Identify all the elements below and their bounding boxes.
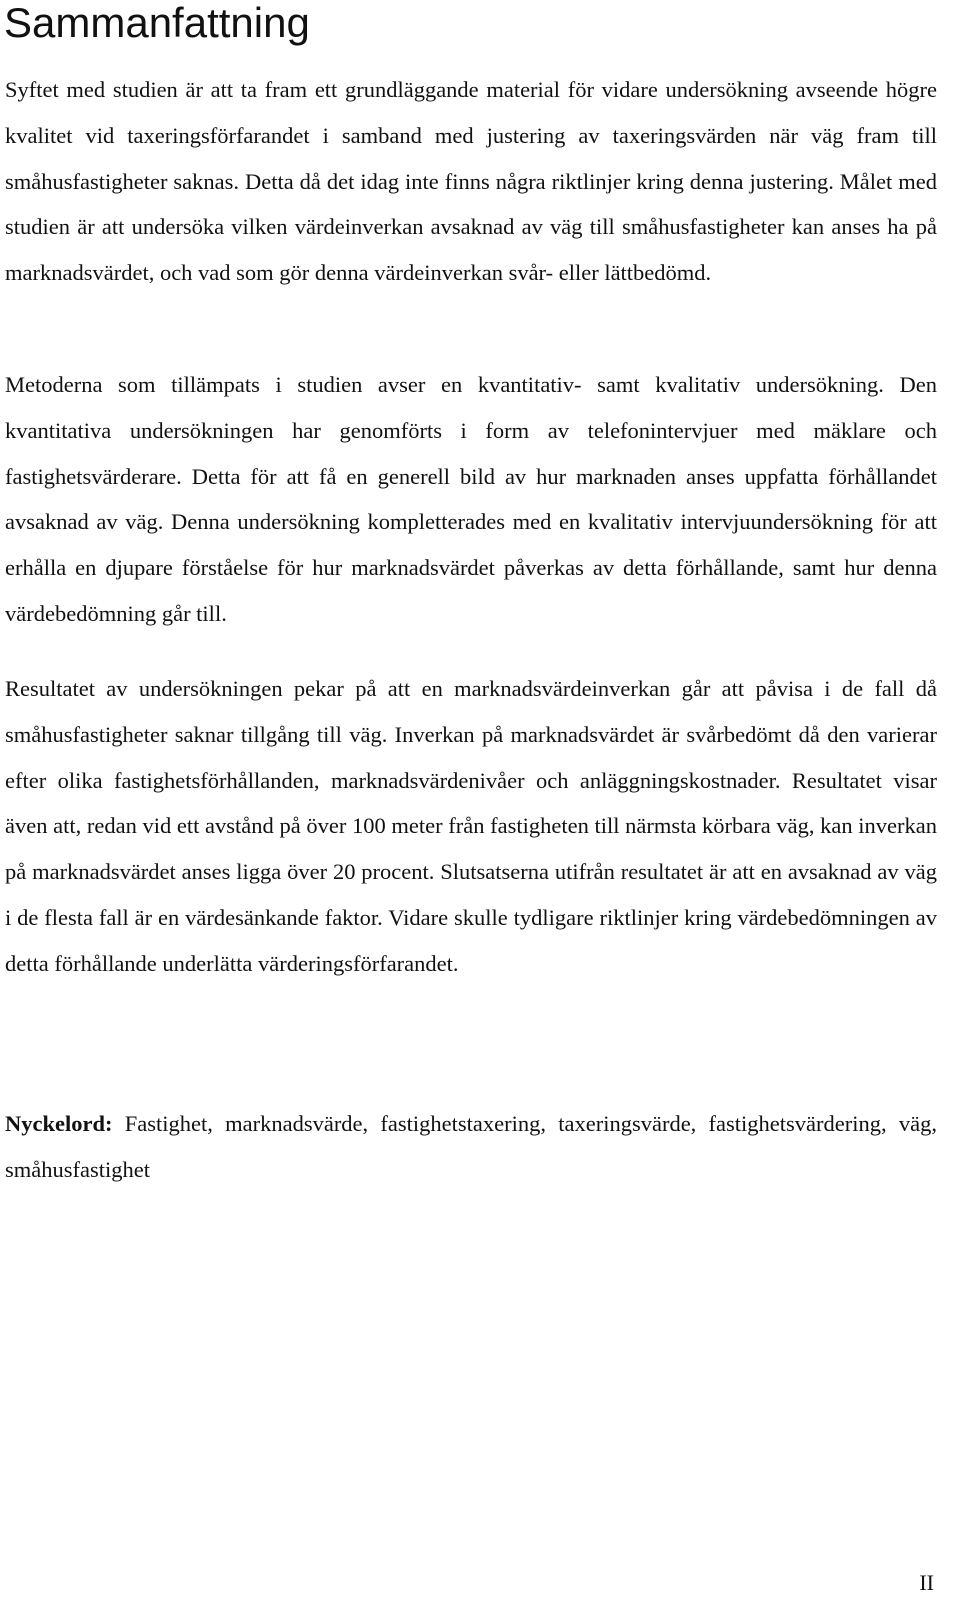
page-number: II — [919, 1570, 934, 1595]
abstract-paragraph-method: Metoderna som tillämpats i studien avser en kvantitativ- samt kvalitativ undersökning. Den kvantitativa undersökningen har genomförts i form av telefonintervjuer med mäklare och fastighetsvärderare. Detta för att få en generell bild av hur marknaden anses uppfatta förhållandet avsaknad av väg. Denna undersökning kompletterades med en kvalitativ intervjuundersökning för att erhålla en djupare förståelse för hur marknadsvärdet påverkas av detta förhållande, samt hur denna värdebedömning går till. — [5, 372, 937, 626]
keywords-list: Fastighet, marknadsvärde, fastighetstaxering, taxeringsvärde, fastighetsvärdering, väg, småhusfastighet — [5, 1111, 937, 1182]
abstract-paragraph-result: Resultatet av undersökningen pekar på att en marknadsvärdeinverkan går att påvisa i de fall då småhusfastigheter saknar tillgång till väg. Inverkan på marknadsvärdet är svårbedömt då den varierar efter olika fastighetsförhållanden, marknadsvärdenivåer och anläggningskostnader. Resultatet visar även att, redan vid ett avstånd på över 100 meter från fastigheten till närmsta körbara väg, kan inverkan på marknadsvärdet anses ligga över 20 procent. Slutsatserna utifrån resultatet är att en avsaknad av väg i de flesta fall är en värdesänkande faktor. Vidare skulle tydligare riktlinjer kring värdebedömningen av detta förhållande underlätta värderingsförfarandet. — [5, 676, 937, 976]
abstract-paragraph-purpose: Syftet med studien är att ta fram ett grundläggande material för vidare undersökning avseende högre kvalitet vid taxeringsförfarandet i samband med justering av taxeringsvärden när väg fram till småhusfastigheter saknas. Detta då det idag inte finns några riktlinjer kring denna justering. Målet med studien är att undersöka vilken värdeinverkan avsaknad av väg till småhusfastigheter kan anses ha på marknadsvärdet, och vad som gör denna värdeinverkan svår- eller lättbedömd. — [5, 77, 937, 286]
section-heading: Sammanfattning — [4, 0, 310, 46]
keywords-paragraph — [5, 1101, 937, 1193]
keywords-label: Nyckelord: — [5, 1111, 113, 1136]
